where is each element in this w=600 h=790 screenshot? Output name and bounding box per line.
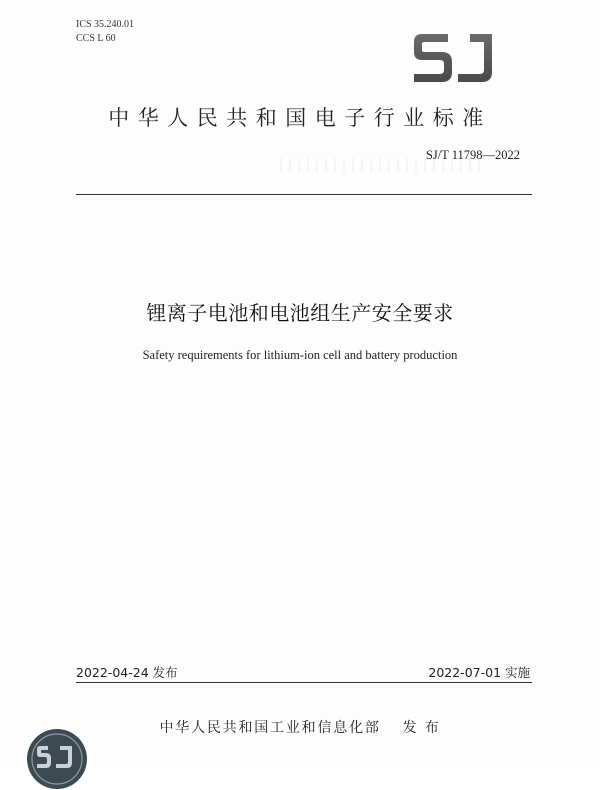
sj-logo: [410, 30, 496, 86]
issue-date: 2022-04-24 发布: [76, 665, 178, 680]
publish-action: 发 布: [402, 720, 441, 736]
sj-seal-emblem: [26, 728, 88, 790]
classification-codes: [76, 18, 134, 46]
top-divider: [76, 194, 532, 195]
ccs-code: CCS L 60: [76, 33, 116, 44]
document-english-title: Safety requirements for lithium-ion cell and battery production: [142, 348, 458, 362]
implementation-date: 2022-07-01 实施: [428, 665, 530, 680]
standard-code: SJ/T 11798—2022: [425, 148, 520, 162]
publisher-name: 中华人民共和国工业和信息化部: [159, 720, 381, 736]
bottom-divider: [76, 682, 532, 683]
document-title: 锂离子电池和电池组生产安全要求: [146, 301, 454, 325]
ics-code: ICS 35.240.01: [76, 19, 135, 30]
standard-category-title: 中华人民共和国电子行业标准: [108, 106, 492, 130]
publisher-line: [0, 717, 600, 737]
